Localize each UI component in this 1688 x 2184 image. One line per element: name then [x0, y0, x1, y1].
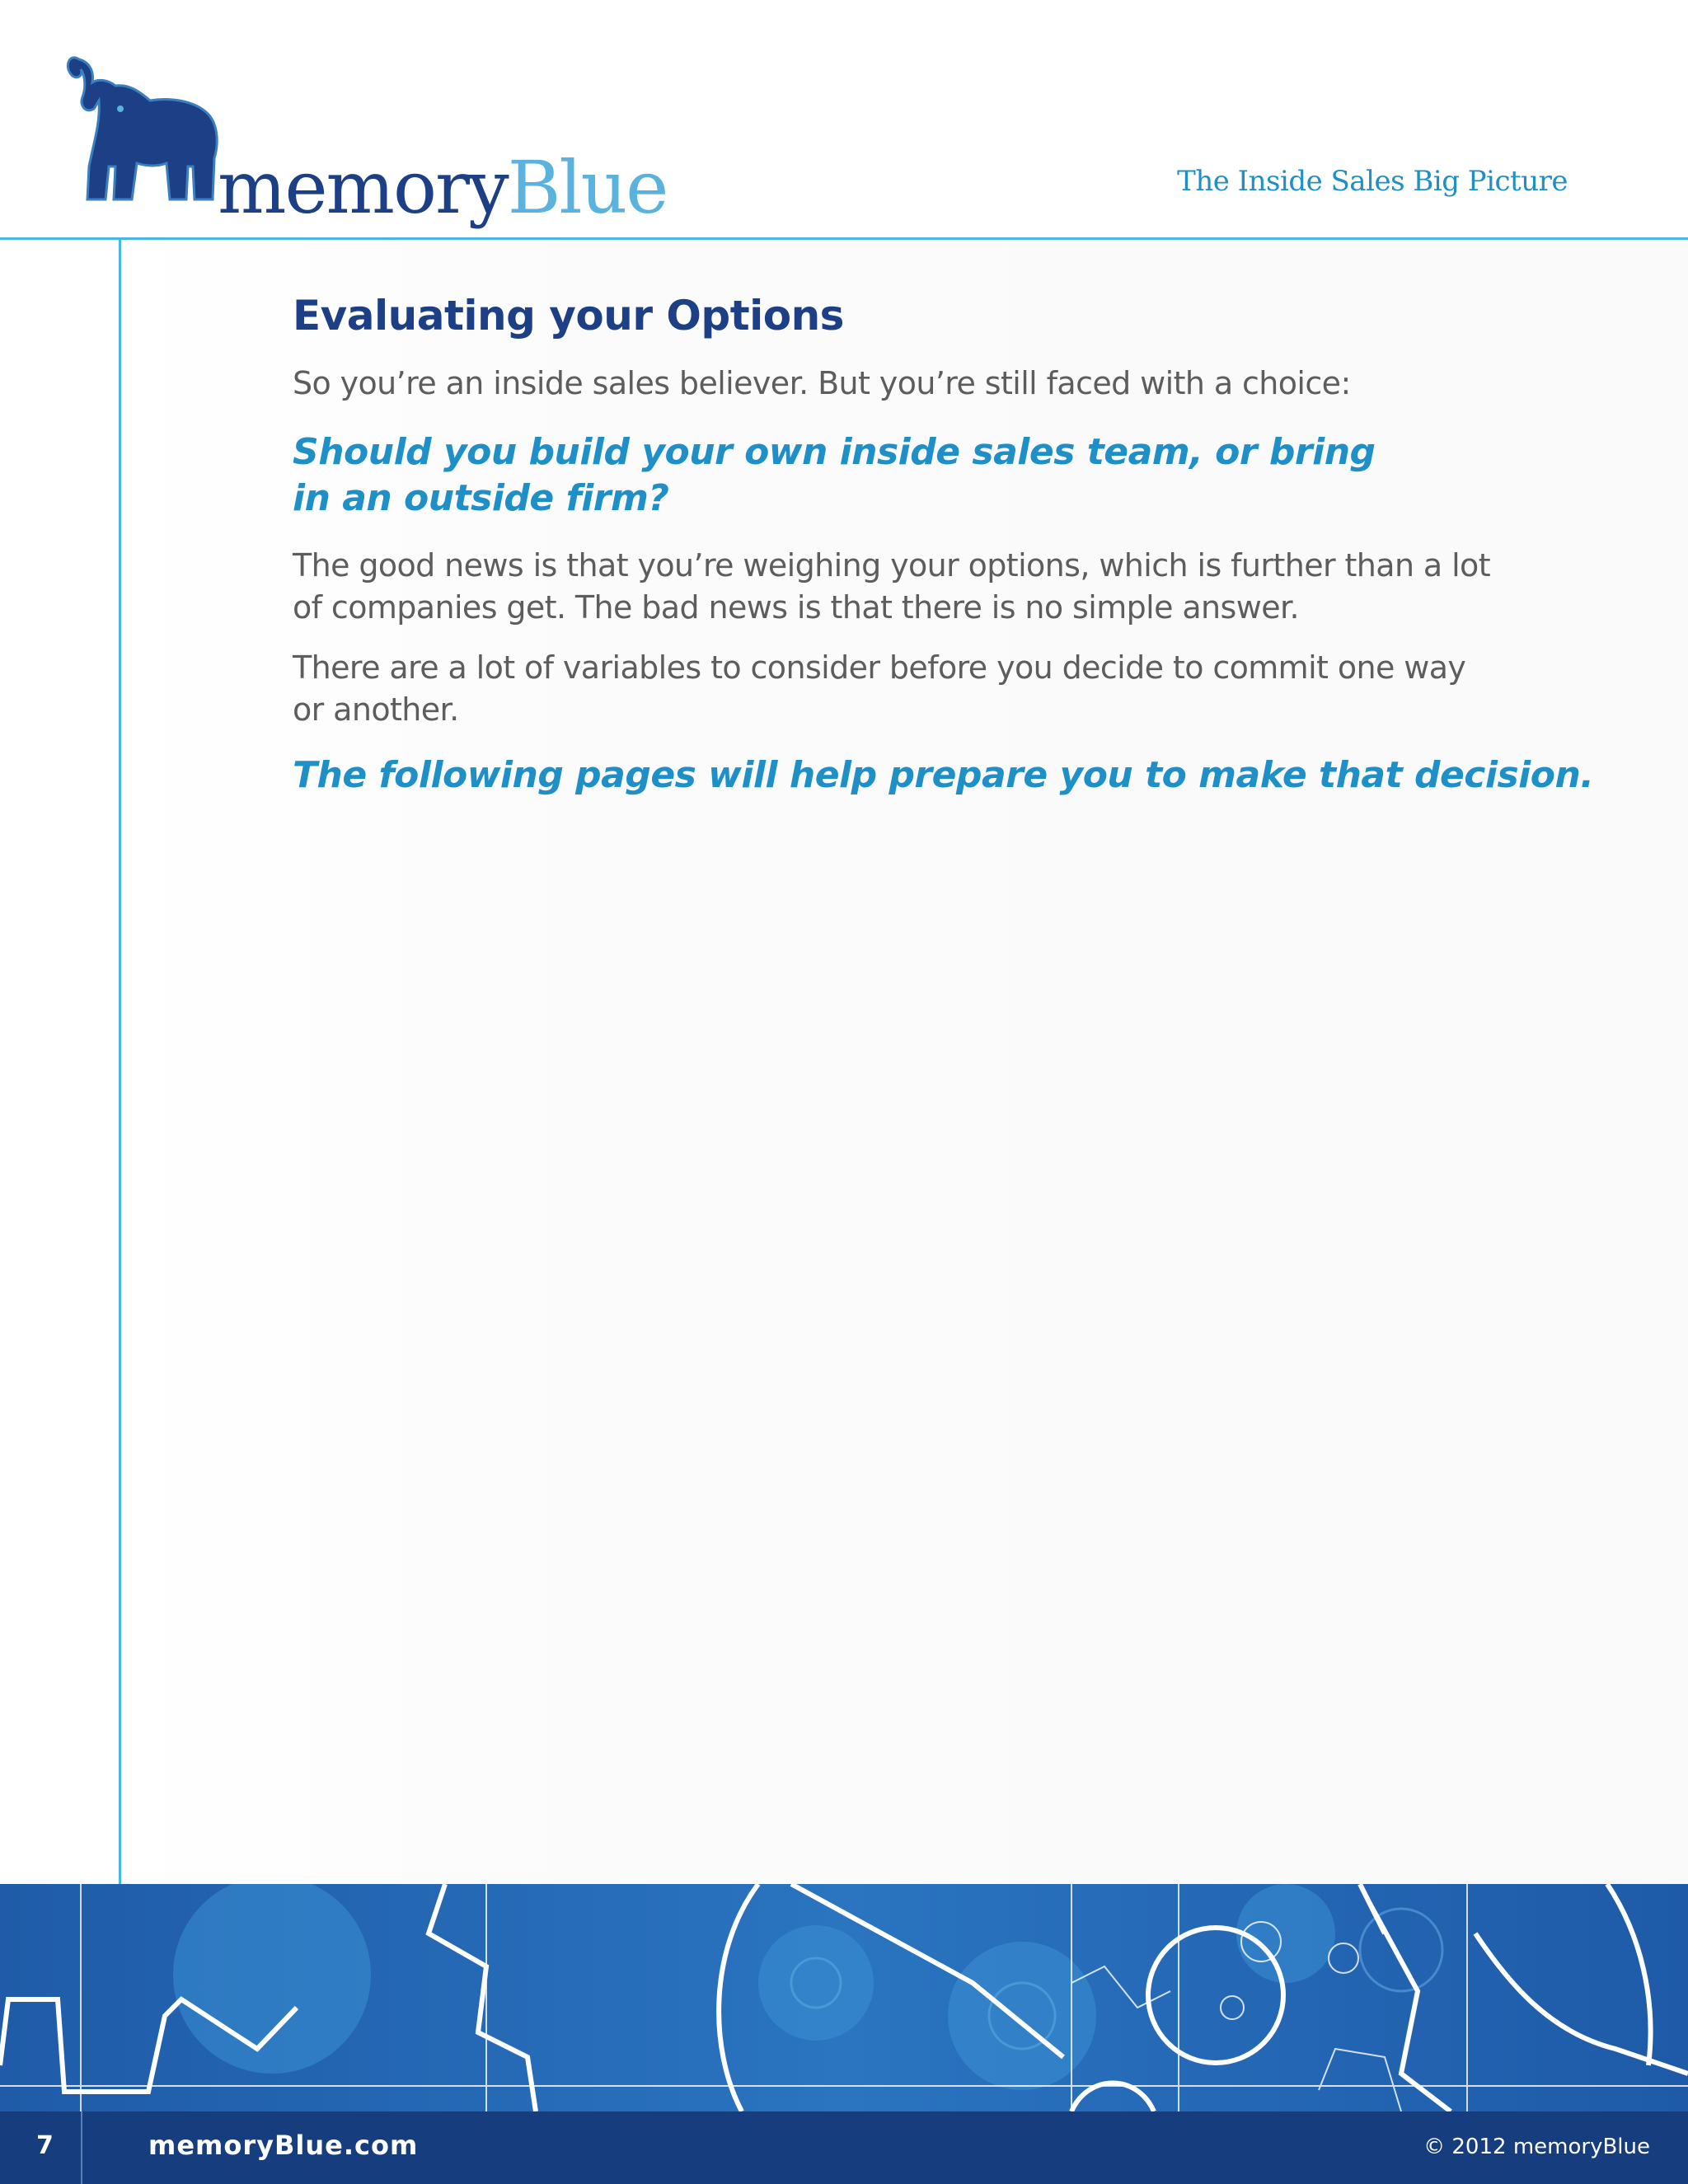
main-content [293, 287, 1594, 799]
copyright-notice: © 2012 memoryBlue [1423, 2135, 1650, 2159]
document-title: The Inside Sales Big Picture [1177, 165, 1568, 198]
brand-part-memory: memory [218, 145, 508, 230]
memoryblue-logo [61, 43, 668, 230]
section-heading: Evaluating your Options [293, 292, 844, 340]
brand-part-blue: Blue [507, 145, 668, 230]
footer-divider [81, 2111, 82, 2184]
body-paragraph-variables: There are a lot of variables to consider before you decide to commit one way or another. [293, 649, 1466, 728]
closing-callout: The following pages will help prepare you to make that decision. [293, 754, 1594, 796]
elephant-icon [61, 43, 226, 208]
gears-pattern [0, 1884, 1688, 2111]
brand-wordmark [218, 145, 668, 230]
page-number: 7 [36, 2131, 54, 2160]
margin-rule [119, 239, 121, 1886]
website-link[interactable]: memoryBlue.com [148, 2130, 419, 2161]
header-divider [0, 237, 1688, 240]
key-question: Should you build your own inside sales team, or bring in an outside firm? [293, 431, 1376, 519]
intro-paragraph: So you’re an inside sales believer. But you’re still faced with a choice: [293, 365, 1351, 401]
body-paragraph-good-news: The good news is that you’re weighing your options, which is further than a lot of companies get. The bad news is that there is no simple answer. [293, 547, 1490, 626]
